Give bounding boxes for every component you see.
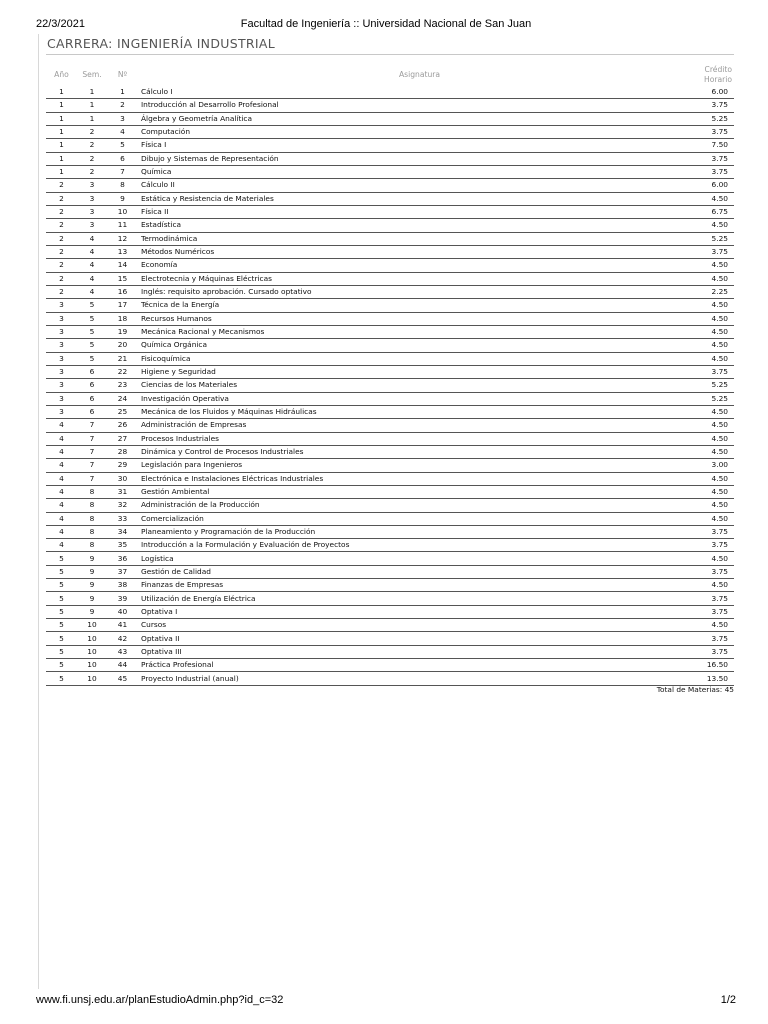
cell-num: 13 bbox=[107, 245, 138, 258]
cell-num: 42 bbox=[107, 632, 138, 645]
cell-num: 16 bbox=[107, 285, 138, 298]
table-row bbox=[46, 232, 734, 245]
cell-num: 38 bbox=[107, 579, 138, 592]
cell-asignatura: Introducción a la Formulación y Evaluación de Proyectos bbox=[138, 539, 701, 552]
cell-credito: 4.50 bbox=[701, 619, 734, 632]
print-page-number: 1/2 bbox=[720, 994, 736, 1006]
table-row bbox=[46, 659, 734, 672]
cell-asignatura: Electrónica e Instalaciones Eléctricas Industriales bbox=[138, 472, 701, 485]
cell-sem: 4 bbox=[77, 245, 107, 258]
cell-num: 17 bbox=[107, 299, 138, 312]
cell-num: 20 bbox=[107, 339, 138, 352]
cell-asignatura: Álgebra y Geometría Analítica bbox=[138, 112, 701, 125]
table-row bbox=[46, 365, 734, 378]
table-row bbox=[46, 219, 734, 232]
table-row bbox=[46, 86, 734, 99]
cell-num: 22 bbox=[107, 365, 138, 378]
cell-asignatura: Química Orgánica bbox=[138, 339, 701, 352]
cell-sem: 9 bbox=[77, 592, 107, 605]
print-site-title: Facultad de Ingeniería :: Universidad Nacional de San Juan bbox=[240, 18, 532, 30]
table-row bbox=[46, 459, 734, 472]
cell-asignatura: Estadística bbox=[138, 219, 701, 232]
cell-credito: 3.75 bbox=[701, 99, 734, 112]
cell-anio: 4 bbox=[46, 445, 77, 458]
cell-sem: 10 bbox=[77, 632, 107, 645]
cell-sem: 10 bbox=[77, 672, 107, 685]
cell-anio: 5 bbox=[46, 645, 77, 658]
cell-anio: 4 bbox=[46, 419, 77, 432]
cell-sem: 3 bbox=[77, 179, 107, 192]
cell-asignatura: Optativa I bbox=[138, 605, 701, 618]
cell-sem: 6 bbox=[77, 379, 107, 392]
cell-asignatura: Administración de Empresas bbox=[138, 419, 701, 432]
table-row bbox=[46, 565, 734, 578]
cell-sem: 5 bbox=[77, 339, 107, 352]
cell-asignatura: Economía bbox=[138, 259, 701, 272]
cell-sem: 8 bbox=[77, 539, 107, 552]
header-num: Nº bbox=[117, 70, 128, 79]
cell-num: 27 bbox=[107, 432, 138, 445]
cell-sem: 6 bbox=[77, 392, 107, 405]
table-row bbox=[46, 99, 734, 112]
page-title: CARRERA: INGENIERÍA INDUSTRIAL bbox=[47, 36, 275, 51]
cell-asignatura: Computación bbox=[138, 125, 701, 138]
cell-num: 30 bbox=[107, 472, 138, 485]
study-plan-table bbox=[46, 64, 734, 686]
cell-asignatura: Dibujo y Sistemas de Representación bbox=[138, 152, 701, 165]
cell-num: 36 bbox=[107, 552, 138, 565]
table-row bbox=[46, 165, 734, 178]
cell-anio: 4 bbox=[46, 432, 77, 445]
cell-sem: 7 bbox=[77, 432, 107, 445]
cell-anio: 4 bbox=[46, 485, 77, 498]
cell-anio: 2 bbox=[46, 245, 77, 258]
cell-credito: 3.75 bbox=[701, 245, 734, 258]
print-footer bbox=[36, 994, 736, 1008]
table-row bbox=[46, 179, 734, 192]
cell-num: 33 bbox=[107, 512, 138, 525]
cell-asignatura: Proyecto Industrial (anual) bbox=[138, 672, 701, 685]
cell-credito: 5.25 bbox=[701, 112, 734, 125]
header-anio: Año bbox=[54, 70, 69, 79]
table-row bbox=[46, 339, 734, 352]
cell-num: 18 bbox=[107, 312, 138, 325]
cell-asignatura: Mecánica de los Fluidos y Máquinas Hidráulicas bbox=[138, 405, 701, 418]
cell-anio: 5 bbox=[46, 592, 77, 605]
cell-asignatura: Introducción al Desarrollo Profesional bbox=[138, 99, 701, 112]
header-sem: Sem. bbox=[82, 70, 102, 79]
table-row bbox=[46, 392, 734, 405]
cell-credito: 4.50 bbox=[701, 259, 734, 272]
header-credito-line2: Horario bbox=[703, 75, 732, 84]
cell-anio: 2 bbox=[46, 179, 77, 192]
cell-asignatura: Química bbox=[138, 165, 701, 178]
cell-credito: 16.50 bbox=[701, 659, 734, 672]
cell-anio: 2 bbox=[46, 232, 77, 245]
cell-sem: 9 bbox=[77, 552, 107, 565]
cell-sem: 4 bbox=[77, 285, 107, 298]
cell-credito: 13.50 bbox=[701, 672, 734, 685]
cell-sem: 7 bbox=[77, 472, 107, 485]
cell-asignatura: Higiene y Seguridad bbox=[138, 365, 701, 378]
cell-credito: 3.75 bbox=[701, 365, 734, 378]
cell-asignatura: Administración de la Producción bbox=[138, 499, 701, 512]
cell-num: 43 bbox=[107, 645, 138, 658]
cell-num: 4 bbox=[107, 125, 138, 138]
cell-num: 28 bbox=[107, 445, 138, 458]
cell-anio: 2 bbox=[46, 272, 77, 285]
cell-num: 19 bbox=[107, 325, 138, 338]
cell-anio: 4 bbox=[46, 539, 77, 552]
cell-anio: 3 bbox=[46, 365, 77, 378]
cell-asignatura: Técnica de la Energía bbox=[138, 299, 701, 312]
table-row bbox=[46, 645, 734, 658]
cell-asignatura: Cálculo I bbox=[138, 86, 701, 99]
cell-anio: 1 bbox=[46, 165, 77, 178]
cell-credito: 4.50 bbox=[701, 339, 734, 352]
cell-sem: 8 bbox=[77, 512, 107, 525]
cell-anio: 1 bbox=[46, 86, 77, 99]
cell-sem: 5 bbox=[77, 312, 107, 325]
table-row bbox=[46, 125, 734, 138]
table-row bbox=[46, 539, 734, 552]
cell-num: 35 bbox=[107, 539, 138, 552]
table-row bbox=[46, 632, 734, 645]
cell-anio: 4 bbox=[46, 512, 77, 525]
cell-num: 40 bbox=[107, 605, 138, 618]
cell-credito: 3.75 bbox=[701, 152, 734, 165]
table-row bbox=[46, 445, 734, 458]
table-row bbox=[46, 512, 734, 525]
cell-num: 25 bbox=[107, 405, 138, 418]
cell-credito: 5.25 bbox=[701, 379, 734, 392]
table-row bbox=[46, 285, 734, 298]
cell-credito: 6.00 bbox=[701, 179, 734, 192]
page-left-border bbox=[38, 34, 39, 989]
table-row bbox=[46, 605, 734, 618]
table-row bbox=[46, 205, 734, 218]
cell-num: 8 bbox=[107, 179, 138, 192]
cell-num: 41 bbox=[107, 619, 138, 632]
cell-sem: 7 bbox=[77, 445, 107, 458]
cell-anio: 5 bbox=[46, 659, 77, 672]
cell-sem: 3 bbox=[77, 205, 107, 218]
cell-num: 12 bbox=[107, 232, 138, 245]
cell-num: 14 bbox=[107, 259, 138, 272]
table-row bbox=[46, 472, 734, 485]
cell-sem: 2 bbox=[77, 139, 107, 152]
cell-asignatura: Recursos Humanos bbox=[138, 312, 701, 325]
table-row bbox=[46, 552, 734, 565]
cell-num: 37 bbox=[107, 565, 138, 578]
cell-anio: 2 bbox=[46, 219, 77, 232]
cell-asignatura: Gestión de Calidad bbox=[138, 565, 701, 578]
header-asignatura: Asignatura bbox=[398, 70, 441, 79]
cell-asignatura: Optativa II bbox=[138, 632, 701, 645]
cell-asignatura: Física I bbox=[138, 139, 701, 152]
cell-anio: 3 bbox=[46, 325, 77, 338]
cell-asignatura: Métodos Numéricos bbox=[138, 245, 701, 258]
table-row bbox=[46, 485, 734, 498]
cell-credito: 4.50 bbox=[701, 405, 734, 418]
cell-credito: 5.25 bbox=[701, 392, 734, 405]
cell-asignatura: Mecánica Racional y Mecanismos bbox=[138, 325, 701, 338]
table-row bbox=[46, 432, 734, 445]
cell-credito: 4.50 bbox=[701, 472, 734, 485]
cell-credito: 4.50 bbox=[701, 192, 734, 205]
cell-num: 24 bbox=[107, 392, 138, 405]
cell-anio: 1 bbox=[46, 152, 77, 165]
cell-sem: 5 bbox=[77, 325, 107, 338]
title-divider bbox=[46, 54, 734, 55]
cell-asignatura: Cursos bbox=[138, 619, 701, 632]
cell-anio: 1 bbox=[46, 112, 77, 125]
cell-sem: 10 bbox=[77, 659, 107, 672]
cell-credito: 4.50 bbox=[701, 445, 734, 458]
cell-credito: 4.50 bbox=[701, 499, 734, 512]
cell-num: 23 bbox=[107, 379, 138, 392]
cell-anio: 2 bbox=[46, 192, 77, 205]
cell-asignatura: Estática y Resistencia de Materiales bbox=[138, 192, 701, 205]
cell-anio: 3 bbox=[46, 299, 77, 312]
table-row bbox=[46, 299, 734, 312]
cell-anio: 3 bbox=[46, 379, 77, 392]
cell-sem: 8 bbox=[77, 499, 107, 512]
print-url: www.fi.unsj.edu.ar/planEstudioAdmin.php?id_c=32 bbox=[36, 994, 284, 1006]
table-row bbox=[46, 259, 734, 272]
cell-sem: 1 bbox=[77, 112, 107, 125]
cell-credito: 3.75 bbox=[701, 592, 734, 605]
cell-anio: 1 bbox=[46, 139, 77, 152]
cell-anio: 5 bbox=[46, 605, 77, 618]
cell-sem: 3 bbox=[77, 192, 107, 205]
table-row bbox=[46, 672, 734, 685]
cell-credito: 3.75 bbox=[701, 125, 734, 138]
cell-asignatura: Inglés: requisito aprobación. Cursado optativo bbox=[138, 285, 701, 298]
cell-credito: 3.75 bbox=[701, 645, 734, 658]
cell-asignatura: Fisicoquímica bbox=[138, 352, 701, 365]
cell-anio: 4 bbox=[46, 459, 77, 472]
cell-num: 44 bbox=[107, 659, 138, 672]
cell-sem: 1 bbox=[77, 86, 107, 99]
total-subjects: Total de Materias: 45 bbox=[656, 685, 734, 694]
cell-num: 31 bbox=[107, 485, 138, 498]
cell-anio: 3 bbox=[46, 312, 77, 325]
cell-sem: 2 bbox=[77, 125, 107, 138]
cell-credito: 4.50 bbox=[701, 219, 734, 232]
cell-sem: 9 bbox=[77, 605, 107, 618]
cell-asignatura: Planeamiento y Programación de la Producción bbox=[138, 525, 701, 538]
table-row bbox=[46, 405, 734, 418]
print-date: 22/3/2021 bbox=[36, 18, 85, 30]
cell-asignatura: Cálculo II bbox=[138, 179, 701, 192]
cell-num: 6 bbox=[107, 152, 138, 165]
table-row bbox=[46, 499, 734, 512]
cell-asignatura: Investigación Operativa bbox=[138, 392, 701, 405]
table-row bbox=[46, 352, 734, 365]
table-row bbox=[46, 139, 734, 152]
cell-credito: 4.50 bbox=[701, 272, 734, 285]
cell-num: 29 bbox=[107, 459, 138, 472]
cell-credito: 3.75 bbox=[701, 539, 734, 552]
cell-sem: 4 bbox=[77, 232, 107, 245]
cell-credito: 3.75 bbox=[701, 165, 734, 178]
cell-sem: 9 bbox=[77, 579, 107, 592]
cell-asignatura: Práctica Profesional bbox=[138, 659, 701, 672]
cell-credito: 4.50 bbox=[701, 299, 734, 312]
cell-credito: 6.75 bbox=[701, 205, 734, 218]
cell-anio: 5 bbox=[46, 632, 77, 645]
cell-sem: 5 bbox=[77, 299, 107, 312]
table-row bbox=[46, 245, 734, 258]
cell-sem: 4 bbox=[77, 272, 107, 285]
table-row bbox=[46, 379, 734, 392]
cell-sem: 2 bbox=[77, 165, 107, 178]
cell-anio: 3 bbox=[46, 339, 77, 352]
cell-sem: 2 bbox=[77, 152, 107, 165]
table-row bbox=[46, 272, 734, 285]
cell-sem: 6 bbox=[77, 405, 107, 418]
cell-sem: 1 bbox=[77, 99, 107, 112]
cell-asignatura: Legislación para Ingenieros bbox=[138, 459, 701, 472]
cell-credito: 4.50 bbox=[701, 419, 734, 432]
cell-num: 15 bbox=[107, 272, 138, 285]
cell-credito: 4.50 bbox=[701, 325, 734, 338]
cell-credito: 3.75 bbox=[701, 565, 734, 578]
cell-anio: 3 bbox=[46, 392, 77, 405]
cell-anio: 1 bbox=[46, 99, 77, 112]
cell-credito: 4.50 bbox=[701, 432, 734, 445]
cell-asignatura: Procesos Industriales bbox=[138, 432, 701, 445]
cell-num: 3 bbox=[107, 112, 138, 125]
cell-sem: 8 bbox=[77, 525, 107, 538]
cell-num: 10 bbox=[107, 205, 138, 218]
cell-asignatura: Utilización de Energía Eléctrica bbox=[138, 592, 701, 605]
cell-anio: 2 bbox=[46, 285, 77, 298]
cell-asignatura: Optativa III bbox=[138, 645, 701, 658]
cell-num: 7 bbox=[107, 165, 138, 178]
cell-anio: 2 bbox=[46, 205, 77, 218]
table-row bbox=[46, 192, 734, 205]
cell-anio: 5 bbox=[46, 565, 77, 578]
cell-asignatura: Física II bbox=[138, 205, 701, 218]
cell-num: 39 bbox=[107, 592, 138, 605]
table-body bbox=[46, 86, 734, 685]
header-credito bbox=[701, 64, 734, 86]
cell-credito: 4.50 bbox=[701, 485, 734, 498]
print-header bbox=[36, 18, 736, 32]
cell-num: 9 bbox=[107, 192, 138, 205]
cell-asignatura: Ciencias de los Materiales bbox=[138, 379, 701, 392]
cell-asignatura: Comercialización bbox=[138, 512, 701, 525]
cell-anio: 3 bbox=[46, 405, 77, 418]
cell-anio: 5 bbox=[46, 552, 77, 565]
table-row bbox=[46, 419, 734, 432]
cell-anio: 3 bbox=[46, 352, 77, 365]
cell-anio: 4 bbox=[46, 499, 77, 512]
cell-sem: 7 bbox=[77, 419, 107, 432]
cell-credito: 5.25 bbox=[701, 232, 734, 245]
cell-num: 45 bbox=[107, 672, 138, 685]
cell-anio: 4 bbox=[46, 472, 77, 485]
cell-credito: 3.00 bbox=[701, 459, 734, 472]
cell-num: 2 bbox=[107, 99, 138, 112]
cell-credito: 3.75 bbox=[701, 605, 734, 618]
cell-num: 32 bbox=[107, 499, 138, 512]
cell-asignatura: Termodinámica bbox=[138, 232, 701, 245]
cell-asignatura: Finanzas de Empresas bbox=[138, 579, 701, 592]
cell-credito: 4.50 bbox=[701, 312, 734, 325]
cell-asignatura: Logística bbox=[138, 552, 701, 565]
table-row bbox=[46, 312, 734, 325]
cell-sem: 4 bbox=[77, 259, 107, 272]
cell-credito: 7.50 bbox=[701, 139, 734, 152]
cell-sem: 6 bbox=[77, 365, 107, 378]
table-row bbox=[46, 592, 734, 605]
cell-sem: 3 bbox=[77, 219, 107, 232]
cell-asignatura: Dinámica y Control de Procesos Industriales bbox=[138, 445, 701, 458]
table-row bbox=[46, 579, 734, 592]
cell-anio: 2 bbox=[46, 259, 77, 272]
cell-anio: 5 bbox=[46, 619, 77, 632]
header-credito-line1: Crédito bbox=[704, 65, 732, 74]
cell-asignatura: Electrotecnia y Máquinas Eléctricas bbox=[138, 272, 701, 285]
table-row bbox=[46, 325, 734, 338]
cell-credito: 3.75 bbox=[701, 525, 734, 538]
cell-sem: 9 bbox=[77, 565, 107, 578]
cell-sem: 5 bbox=[77, 352, 107, 365]
cell-credito: 4.50 bbox=[701, 512, 734, 525]
cell-num: 21 bbox=[107, 352, 138, 365]
table-header-row bbox=[46, 64, 734, 86]
table-row bbox=[46, 619, 734, 632]
cell-num: 34 bbox=[107, 525, 138, 538]
cell-anio: 5 bbox=[46, 579, 77, 592]
cell-num: 5 bbox=[107, 139, 138, 152]
table-row bbox=[46, 152, 734, 165]
cell-sem: 8 bbox=[77, 485, 107, 498]
cell-anio: 1 bbox=[46, 125, 77, 138]
cell-sem: 10 bbox=[77, 619, 107, 632]
cell-sem: 10 bbox=[77, 645, 107, 658]
cell-sem: 7 bbox=[77, 459, 107, 472]
cell-credito: 6.00 bbox=[701, 86, 734, 99]
table-row bbox=[46, 112, 734, 125]
cell-credito: 4.50 bbox=[701, 552, 734, 565]
table-row bbox=[46, 525, 734, 538]
cell-asignatura: Gestión Ambiental bbox=[138, 485, 701, 498]
cell-num: 26 bbox=[107, 419, 138, 432]
cell-num: 11 bbox=[107, 219, 138, 232]
cell-anio: 4 bbox=[46, 525, 77, 538]
cell-credito: 3.75 bbox=[701, 632, 734, 645]
cell-credito: 2.25 bbox=[701, 285, 734, 298]
cell-num: 1 bbox=[107, 86, 138, 99]
cell-credito: 4.50 bbox=[701, 579, 734, 592]
cell-anio: 5 bbox=[46, 672, 77, 685]
cell-credito: 4.50 bbox=[701, 352, 734, 365]
